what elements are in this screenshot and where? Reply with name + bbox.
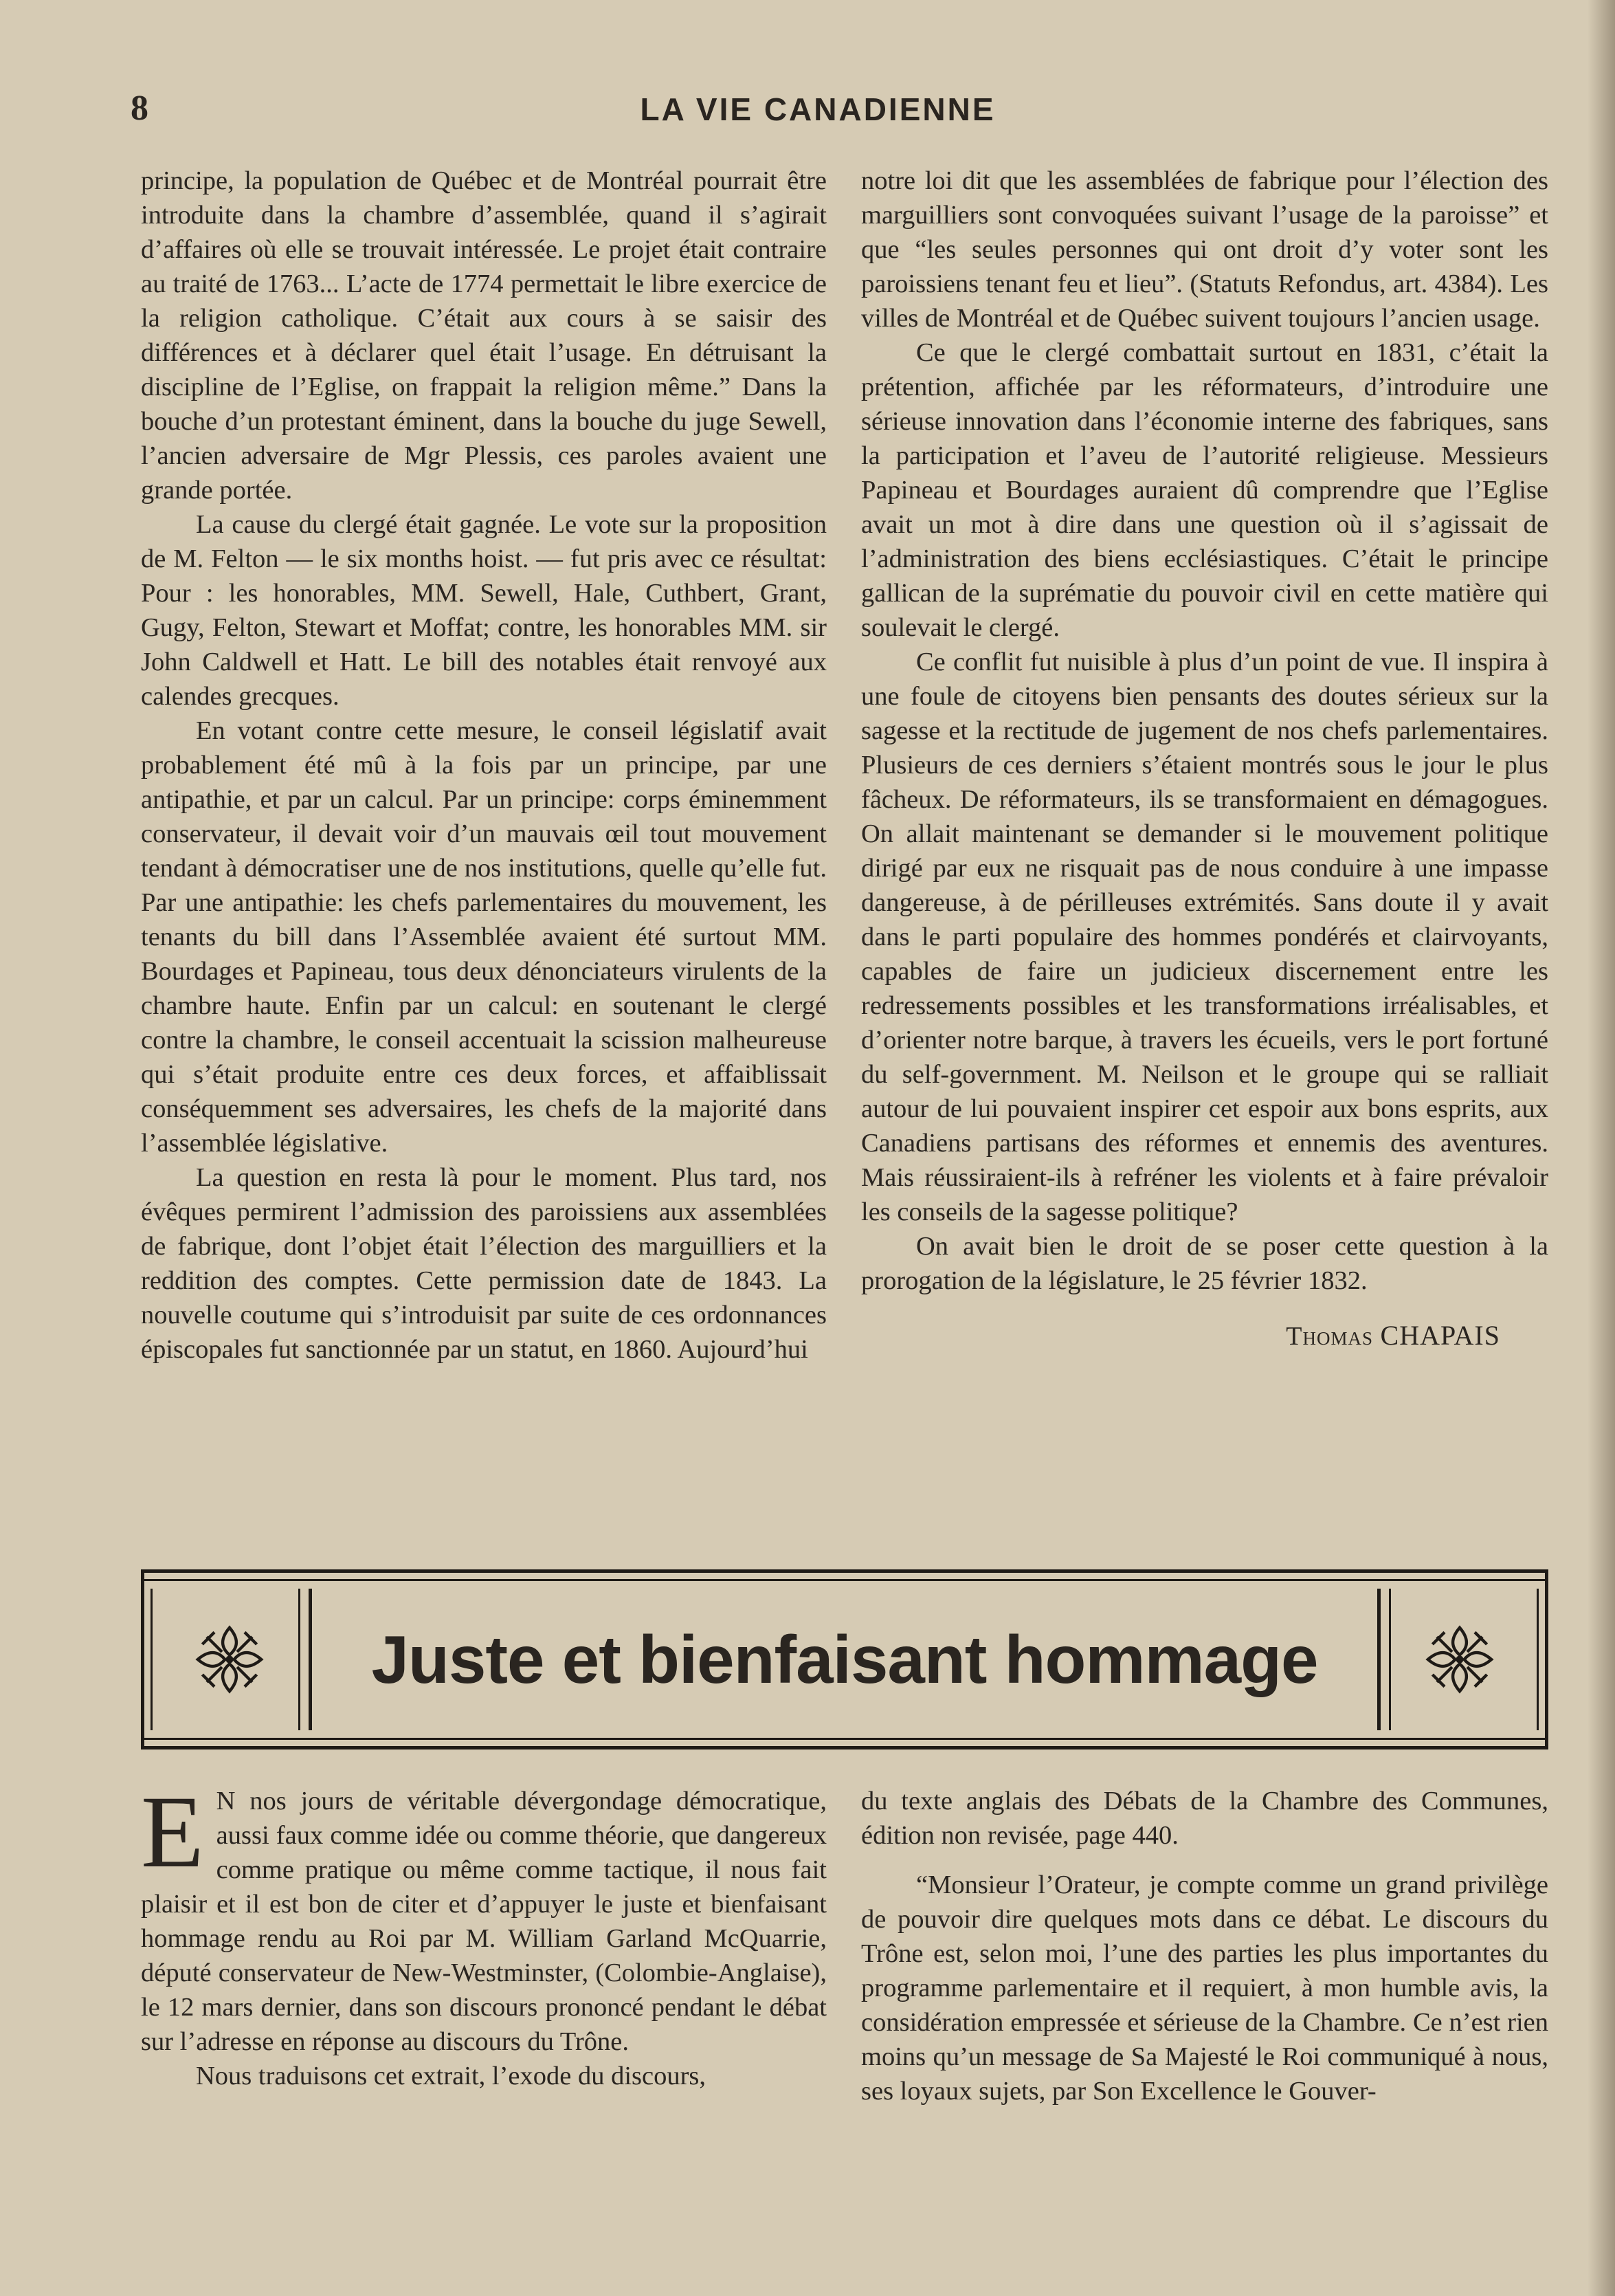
paragraph: On avait bien le droit de se poser cette question à la prorogation de la législature, le 25 février 1832. [861,1232,1548,1295]
fleuron-ornament-icon [1422,1622,1497,1697]
article2-left-column [141,1775,827,2093]
paragraph: La question en resta là pour le moment. Plus tard, nos évêques permirent l’admission des paroissiens aux assemblées de fabrique, dont l’objet était l’élection des marguilliers et la reddition des comptes. Cette permission date de 1843. La nouvelle coutume qui s’introduisit par suite de ces ordonnances épiscopales fut sanctionnée par un statut, en 1860. Aujourd’hui [141,1163,827,1364]
lead-paragraph [141,1775,827,2059]
paragraph: La cause du clergé était gagnée. Le vote sur la proposition de M. Felton — le six months hoist. — fut pris avec ce résultat: Pour : les honorables, MM. Sewell, Hale, Cuthbert, Grant, Gugy, Felton, Stewart et Moffat; contre, les honorables MM. sir John Caldwell et Hatt. Le bill des notables était renvoyé aux calendes grecques. [141,510,827,711]
lead-paragraph-text: N nos jours de véritable dévergondage démocratique, aussi faux comme idée ou comme théorie, que dangereux comme pratique ou même comme tactique, il nous fait plaisir et il est bon de citer et d’appuyer le juste et bienfaisant hommage rendu au Roi par M. William Garland McQuarrie, député conservateur de New-Westminster, (Colombie-Anglaise), le 12 mars dernier, dans son discours prononcé pendant le débat sur l’adresse en réponse au discours du Trône. [141,1787,827,2056]
paragraph: notre loi dit que les assemblées de fabrique pour l’élection des marguilliers sont convoquées suivant l’usage de la paroisse” et que “les seules personnes qui ont droit d’y voter sont les paroissiens tenant feu et lieu”. (Statuts Refondus, art. 4384). Les villes de Montréal et de Québec suivent toujours l’ancien usage. [861,166,1548,333]
quote-paragraph: “Monsieur l’Orateur, je compte comme un grand privilège de pouvoir dire quelques mots dans ce débat. Le discours du Trône est, selon moi, l’une des parties les plus importantes du programme parlementaire et il requiert, à mon humble avis, la considération empressée et sérieuse de la Chambre. Ce n’est rien moins qu’un message de Sa Majesté le Roi communiqué à nous, ses loyaux sujets, par Son Excellence le Gouver- [861,1870,1548,2106]
author-first-name: Thomas [1286,1322,1374,1351]
author-last-name: CHAPAIS [1380,1320,1500,1351]
running-title: LA VIE CANADIENNE [640,91,996,127]
banner-left-box [151,1589,312,1730]
banner-right-box [1377,1589,1539,1730]
paragraph: principe, la population de Québec et de Montréal pourrait être introduite dans la chambre d’assemblée, quand il s’agirait d’affaires où elle se trouvait intéressée. Le projet était contraire au traité de 1763... L’acte de 1774 permettait le libre exercice de la religion catholique. C’était aux cours à se saisir des différences et à déclarer quel était l’usage. En détruisant la discipline de l’Eglise, on frappait la religion même.” Dans la bouche d’un protestant éminent, dans la bouche du juge Sewell, l’ancien adversaire de Mgr Plessis, ces paroles avaient une grande portée. [141,166,827,505]
article-left-column [141,164,827,1367]
paragraph: En votant contre cette mesure, le conseil législatif avait probablement été mû à la fois par un principe, par une antipathie, et par un calcul. Par un principe: corps éminemment conservateur, il devait voir d’un mauvais œil tout mouvement tendant à démocratiser une de nos institutions, quelle qu’elle fut. Par une antipathie: les chefs parlementaires du mouvement, les tenants du bill dans l’Assemblée avaient été surtout MM. Bourdages et Papineau, tous deux dénonciateurs virulents de la chambre haute. Enfin par un calcul: en soutenant le clergé contre la chambre, le conseil accentuait la scission malheureuse qui s’était produite entre ces deux forces, et affaiblissait conséquemment ses adversaires, les chefs de la majorité dans l’assemblée législative. [141,716,827,1158]
author-signature [861,1318,1548,1354]
page-number: 8 [131,89,148,128]
paragraph: Ce conflit fut nuisible à plus d’un point de vue. Il inspira à une foule de citoyens bien pensants des doutes sérieux sur la sagesse et la rectitude de jugement de nos chefs parlementaires. Plusieurs de ces derniers s’étaient montrés sous le jour le plus fâcheux. De réformateurs, ils se transformaient en démagogues. On allait maintenant se demander si le mouvement politique dirigé par eux ne risquait pas de nous conduire à une impasse dangereuse, à de périlleuses extrémités. Sans doute il y avait dans le parti populaire des hommes pondérés et clairvoyants, capables de faire un judicieux discernement entre les redressements possibles et les transformations irréalisables, et d’orienter notre barque, à travers les écueils, vers le port fortuné du self-government. M. Neilson et le groupe qui se ralliait autour de lui pouvaient inspirer cet espoir aux bons esprits, aux Canadiens partisans des réformes et ennemis des aventures. Mais réussiraient-ils à refréner les violents et à faire prévaloir les conseils de la sagesse politique? [861,648,1548,1226]
paragraph: du texte anglais des Débats de la Chambre des Communes, édition non revisée, page 440. [861,1787,1548,1850]
paragraph: Nous traduisons cet extrait, l’exode du discours, [196,2062,706,2090]
paragraph: Ce que le clergé combattait surtout en 1831, c’était la prétention, affichée par les réformateurs, d’introduire une sérieuse innovation dans l’économie interne des fabriques, sans la participation et l’aveu de l’autorité religieuse. Messieurs Papineau et Bourdages auraient dû comprendre que l’Eglise avait un mot à dire dans une question où il s’agissait de l’administration des biens ecclésiastiques. C’était le principe gallican de la suprématie du pouvoir civil en cette matière qui soulevait le clergé. [861,338,1548,642]
drop-cap: E [141,1775,204,1889]
article-title: Juste et bienfaisant hommage [371,1621,1318,1697]
page-edge-shadow [1588,0,1615,2296]
fleuron-ornament-icon [192,1622,267,1697]
page-header [131,88,1505,136]
article2-right-column [861,1784,1548,2108]
article-title-banner [141,1569,1548,1749]
article-right-column [861,164,1548,1354]
